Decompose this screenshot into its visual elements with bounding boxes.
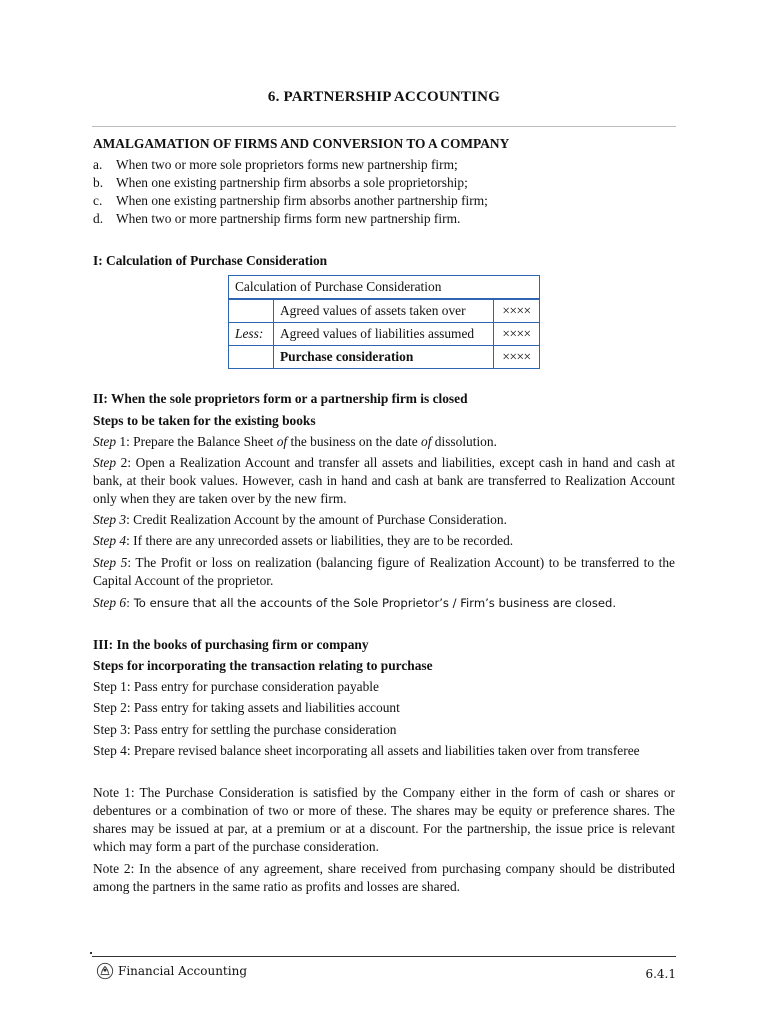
- footer-divider: [92, 956, 676, 957]
- list-item: [93, 156, 675, 174]
- title-divider: [92, 126, 676, 127]
- section-two-subheading: Steps to be taken for the existing books: [93, 413, 316, 428]
- step-number: 1: [116, 434, 127, 449]
- list-item: [93, 192, 675, 210]
- step-text: : The Profit or loss on realization (balancing figure of Realization Account) to be transferred to the Capital Account of the proprietor.: [93, 555, 675, 588]
- step-label: Step 3: [93, 512, 127, 527]
- footer-title: [96, 962, 247, 980]
- step-text: of: [421, 434, 432, 449]
- institute-logo-icon: [96, 962, 114, 980]
- table-row: [229, 346, 540, 369]
- section-three-heading: III: In the books of purchasing firm or company: [93, 637, 369, 652]
- page-title: 6. PARTNERSHIP ACCOUNTING: [267, 89, 501, 105]
- step-label: Step 6: [93, 595, 127, 610]
- note-paragraph: Note 2: In the absence of any agreement, share received from purchasing company should be distributed among the partners in the same ratio as profits and losses are shared.: [93, 861, 675, 894]
- table-caption: Calculation of Purchase Consideration: [229, 276, 540, 300]
- section-one-heading: I: Calculation of Purchase Consideration: [93, 253, 328, 268]
- list-marker: b.: [93, 175, 104, 190]
- step-paragraph: [93, 554, 675, 590]
- list-item: Step 1: Pass entry for purchase consideration payable: [93, 679, 379, 694]
- step-text: the business on the date: [287, 434, 422, 449]
- section-three-subheading: Steps for incorporating the transaction relating to purchase: [93, 658, 433, 673]
- step-text: dissolution.: [431, 434, 497, 449]
- list-item: [93, 210, 675, 228]
- table-row: [229, 299, 540, 323]
- step-label: Step 4: [93, 533, 127, 548]
- row-label: [229, 299, 274, 323]
- list-marker: c.: [93, 193, 103, 208]
- list-text: When two or more sole proprietors forms new partnership firm;: [116, 157, 458, 172]
- table-row: [229, 323, 540, 346]
- step-paragraph: [93, 433, 675, 451]
- list-item: Step 2: Pass entry for taking assets and liabilities account: [93, 700, 400, 715]
- amalgamation-heading: AMALGAMATION OF FIRMS AND CONVERSION TO A COMPANY: [93, 136, 510, 151]
- step-text: : To ensure that all the accounts of the Sole Proprietor’s / Firm’s business are closed.: [126, 596, 617, 610]
- step-paragraph: [93, 532, 675, 550]
- step-text: : Open a Realization Account and transfer all assets and liabilities, except cash in hand and cash at bank, at their book values. However, cash in hand and cash at bank are transferred to Realization Account only when they are taken over by the new firm.: [93, 455, 675, 506]
- list-text: When one existing partnership firm absorbs another partnership firm;: [116, 193, 488, 208]
- list-text: When one existing partnership firm absorbs a sole proprietorship;: [116, 175, 468, 190]
- step-label: Step: [93, 455, 117, 470]
- row-description: Agreed values of liabilities assumed: [274, 323, 494, 346]
- list-marker: a.: [93, 157, 103, 172]
- row-description: Agreed values of assets taken over: [274, 299, 494, 323]
- step-label: Step: [93, 434, 117, 449]
- step-paragraph: [93, 511, 675, 529]
- list-text: When two or more partnership firms form new partnership firm.: [116, 211, 461, 226]
- row-label: [229, 346, 274, 369]
- footer-left-text: Financial Accounting: [118, 964, 247, 978]
- step-text: : Credit Realization Account by the amount of Purchase Consideration.: [126, 512, 507, 527]
- step-text: of: [276, 434, 288, 449]
- step-paragraph: [93, 454, 675, 508]
- row-amount: ××××: [494, 346, 540, 369]
- step-paragraph: [93, 594, 675, 612]
- step-text: : Prepare the Balance Sheet: [126, 434, 277, 449]
- row-amount: ××××: [494, 323, 540, 346]
- purchase-consideration-table: [228, 275, 540, 369]
- note-paragraph: Note 1: The Purchase Consideration is satisfied by the Company either in the form of cash or shares or debentures or a combination of two or more of these. The shares may be equity or preference shares. The shares may be issued at par, at a premium or at a discount. For the partnership, the issue price is relevant which may form a part of the purchase consideration.: [93, 785, 675, 854]
- step-label: Step 5: [93, 555, 128, 570]
- step-text: : If there are any unrecorded assets or liabilities, they are to be recorded.: [126, 533, 514, 548]
- step-number: 2: [116, 455, 128, 470]
- list-item: Step 4: Prepare revised balance sheet incorporating all assets and liabilities taken over from transferee: [93, 743, 640, 758]
- list-marker: d.: [93, 211, 104, 226]
- list-item: [93, 174, 675, 192]
- page-number: 6.4.1: [645, 967, 676, 981]
- row-amount: ××××: [494, 299, 540, 323]
- footer-marker: [90, 952, 92, 954]
- list-item: Step 3: Pass entry for settling the purchase consideration: [93, 722, 397, 737]
- row-description: Purchase consideration: [274, 346, 494, 369]
- section-two-heading: II: When the sole proprietors form or a partnership firm is closed: [93, 391, 468, 406]
- row-label: Less:: [229, 323, 274, 346]
